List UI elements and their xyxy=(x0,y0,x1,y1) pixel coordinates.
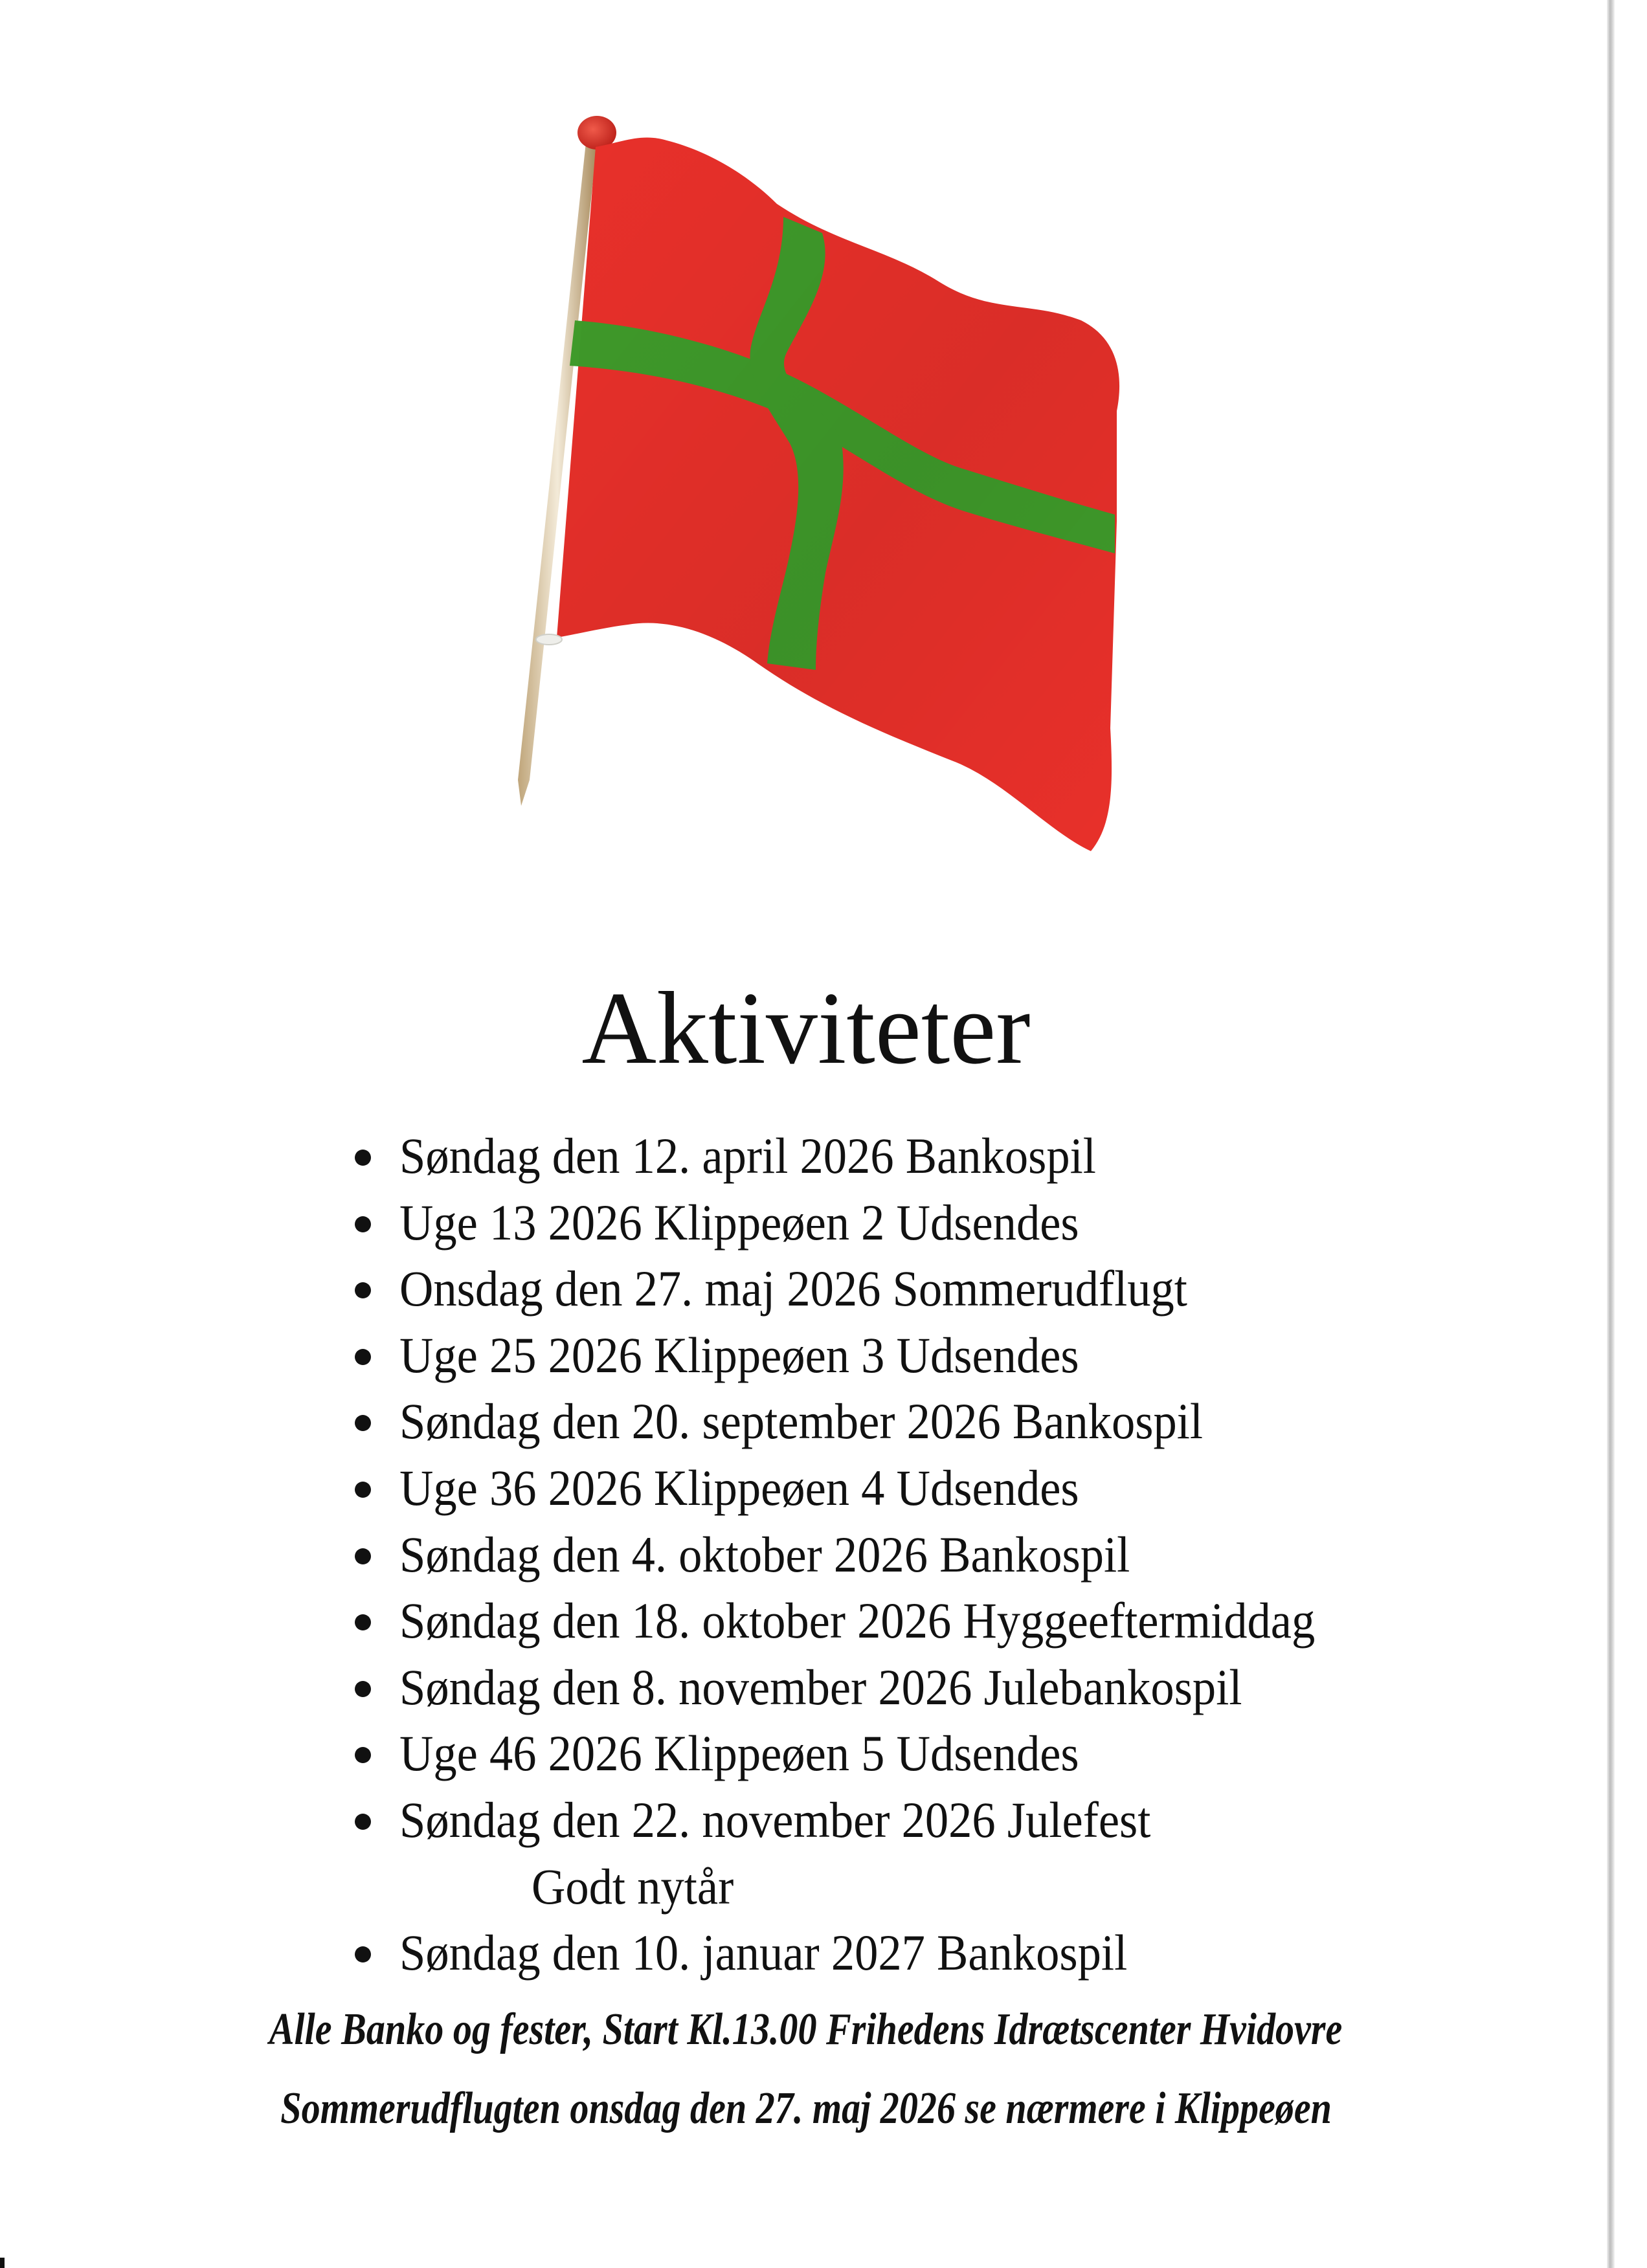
activity-text: Uge 25 2026 Klippeøen 3 Udsendes xyxy=(399,1326,1079,1383)
bullet-icon xyxy=(355,1614,371,1630)
page-title: Aktiviteter xyxy=(581,970,1031,1085)
bornholm-flag-icon xyxy=(499,107,1133,896)
activity-text: Søndag den 8. november 2026 Julebankospil xyxy=(399,1658,1242,1715)
bullet-icon xyxy=(355,1814,371,1830)
activity-text: Søndag den 22. november 2026 Julefest xyxy=(399,1791,1151,1848)
activity-text: Søndag den 12. april 2026 Bankospil xyxy=(399,1128,1096,1184)
activity-text: Søndag den 20. september 2026 Bankospil xyxy=(399,1393,1204,1450)
bullet-icon xyxy=(355,1349,371,1365)
bullet-icon xyxy=(355,1216,371,1232)
bullet-icon xyxy=(355,1482,371,1498)
activity-text: Uge 36 2026 Klippeøen 4 Udsendes xyxy=(399,1459,1079,1516)
bullet-icon xyxy=(355,1946,371,1962)
activity-text: Uge 46 2026 Klippeøen 5 Udsendes xyxy=(399,1725,1079,1782)
bullet-icon xyxy=(355,1282,371,1298)
bullet-icon xyxy=(355,1681,371,1697)
footer-note-venue xyxy=(0,2004,1612,2056)
bullet-icon xyxy=(355,1548,371,1564)
bullet-icon xyxy=(355,1415,371,1431)
activity-text: Uge 13 2026 Klippeøen 2 Udsendes xyxy=(399,1194,1079,1251)
greeting-text: Godt nytår xyxy=(532,1858,734,1915)
scan-mark xyxy=(0,2258,5,2268)
activity-text: Søndag den 10. januar 2027 Bankospil xyxy=(399,1924,1128,1981)
activity-text: Søndag den 18. oktober 2026 Hyggeeftermiddag xyxy=(399,1592,1316,1649)
activity-text: Søndag den 4. oktober 2026 Bankospil xyxy=(399,1526,1130,1583)
footer-excursion-text: Sommerudflugten onsdag den 27. maj 2026 se nærmere i Klippeøen xyxy=(280,2084,1332,2133)
activity-text: Onsdag den 27. maj 2026 Sommerudflugt xyxy=(399,1260,1187,1317)
footer-venue-text: Alle Banko og fester, Start Kl.13.00 Frihedens Idrætscenter Hvidovre xyxy=(269,2005,1343,2054)
scan-edge-shadow xyxy=(1607,0,1615,2268)
footer-note-excursion xyxy=(0,2083,1612,2135)
flag-tie xyxy=(536,634,562,645)
bullet-icon xyxy=(355,1747,371,1763)
bullet-icon xyxy=(355,1150,371,1166)
